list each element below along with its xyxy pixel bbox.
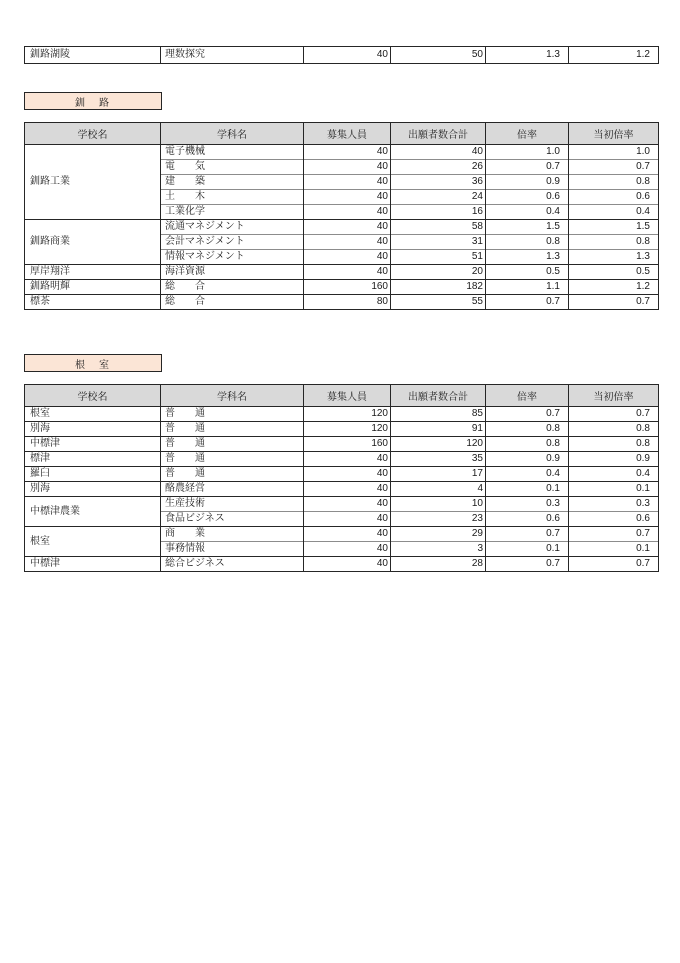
ratio-cell: 1.0: [486, 145, 569, 160]
initial-ratio-cell: 1.3: [569, 250, 659, 265]
column-header-ratio: 倍率: [486, 123, 569, 145]
admissions-table-nemuro: [24, 384, 659, 572]
ratio-cell: 1.3: [486, 47, 569, 64]
initial-ratio-cell: 0.1: [569, 482, 659, 497]
school-cell: 釧路工業: [25, 145, 161, 220]
table-row: [25, 422, 659, 437]
capacity-cell: 80: [304, 295, 391, 310]
admissions-table-kushiro: [24, 122, 659, 310]
department-cell: 食品ビジネス: [161, 512, 304, 527]
table-row: [25, 295, 659, 310]
applicants-cell: 36: [391, 175, 486, 190]
initial-ratio-cell: 0.8: [569, 235, 659, 250]
ratio-cell: 0.7: [486, 557, 569, 572]
capacity-cell: 40: [304, 467, 391, 482]
applicants-cell: 4: [391, 482, 486, 497]
ratio-cell: 0.1: [486, 542, 569, 557]
ratio-cell: 0.7: [486, 160, 569, 175]
initial-ratio-cell: 0.4: [569, 205, 659, 220]
initial-ratio-cell: 1.5: [569, 220, 659, 235]
table-row: [25, 557, 659, 572]
table-row: [25, 467, 659, 482]
table-row: [25, 47, 659, 64]
initial-ratio-cell: 0.5: [569, 265, 659, 280]
applicants-cell: 26: [391, 160, 486, 175]
applicants-cell: 35: [391, 452, 486, 467]
capacity-cell: 40: [304, 542, 391, 557]
table-header-row: [25, 123, 659, 145]
ratio-cell: 0.8: [486, 422, 569, 437]
column-header-school: 学校名: [25, 123, 161, 145]
department-cell: 普 通: [161, 437, 304, 452]
table-row: [25, 407, 659, 422]
capacity-cell: 40: [304, 47, 391, 64]
applicants-cell: 29: [391, 527, 486, 542]
table-row: [25, 145, 659, 160]
section-title: 釧 路: [75, 97, 111, 109]
school-cell: 標茶: [25, 295, 161, 310]
table-row: [25, 527, 659, 542]
school-cell: 根室: [25, 407, 161, 422]
ratio-cell: 0.8: [486, 437, 569, 452]
capacity-cell: 120: [304, 407, 391, 422]
table-row: [25, 452, 659, 467]
initial-ratio-cell: 0.7: [569, 557, 659, 572]
department-cell: 総 合: [161, 280, 304, 295]
department-cell: 酪農経営: [161, 482, 304, 497]
applicants-cell: 50: [391, 47, 486, 64]
initial-ratio-cell: 0.3: [569, 497, 659, 512]
capacity-cell: 40: [304, 527, 391, 542]
capacity-cell: 160: [304, 437, 391, 452]
department-cell: 総 合: [161, 295, 304, 310]
capacity-cell: 40: [304, 250, 391, 265]
applicants-cell: 91: [391, 422, 486, 437]
school-cell: 羅臼: [25, 467, 161, 482]
ratio-cell: 0.8: [486, 235, 569, 250]
applicants-cell: 23: [391, 512, 486, 527]
department-cell: 流通マネジメント: [161, 220, 304, 235]
initial-ratio-cell: 1.2: [569, 47, 659, 64]
table-row: [25, 220, 659, 235]
applicants-cell: 17: [391, 467, 486, 482]
school-cell: 中標津: [25, 557, 161, 572]
applicants-cell: 3: [391, 542, 486, 557]
column-header-capacity: 募集人員: [304, 385, 391, 407]
school-cell: 中標津: [25, 437, 161, 452]
department-cell: 理数探究: [161, 47, 304, 64]
department-cell: 電 気: [161, 160, 304, 175]
initial-ratio-cell: 1.2: [569, 280, 659, 295]
table-row: [25, 482, 659, 497]
capacity-cell: 40: [304, 235, 391, 250]
capacity-cell: 40: [304, 482, 391, 497]
applicants-cell: 55: [391, 295, 486, 310]
applicants-cell: 16: [391, 205, 486, 220]
department-cell: 事務情報: [161, 542, 304, 557]
initial-ratio-cell: 0.7: [569, 407, 659, 422]
ratio-cell: 0.4: [486, 205, 569, 220]
column-header-applicants: 出願者数合計: [391, 385, 486, 407]
department-cell: 工業化学: [161, 205, 304, 220]
column-header-school: 学校名: [25, 385, 161, 407]
ratio-cell: 1.5: [486, 220, 569, 235]
column-header-applicants: 出願者数合計: [391, 123, 486, 145]
initial-ratio-cell: 0.7: [569, 160, 659, 175]
section-title: 根 室: [75, 359, 111, 371]
initial-ratio-cell: 0.4: [569, 467, 659, 482]
ratio-cell: 0.5: [486, 265, 569, 280]
carryover-row-table: [24, 46, 659, 64]
department-cell: 会計マネジメント: [161, 235, 304, 250]
initial-ratio-cell: 1.0: [569, 145, 659, 160]
applicants-cell: 182: [391, 280, 486, 295]
school-cell: 別海: [25, 482, 161, 497]
applicants-cell: 51: [391, 250, 486, 265]
applicants-cell: 120: [391, 437, 486, 452]
column-header-initial-ratio: 当初倍率: [569, 123, 659, 145]
applicants-cell: 24: [391, 190, 486, 205]
capacity-cell: 40: [304, 265, 391, 280]
department-cell: 建 築: [161, 175, 304, 190]
ratio-cell: 0.4: [486, 467, 569, 482]
capacity-cell: 40: [304, 557, 391, 572]
ratio-cell: 1.1: [486, 280, 569, 295]
applicants-cell: 31: [391, 235, 486, 250]
capacity-cell: 40: [304, 452, 391, 467]
initial-ratio-cell: 0.1: [569, 542, 659, 557]
ratio-cell: 1.3: [486, 250, 569, 265]
admissions-table-kushiro-container: [24, 122, 659, 310]
department-cell: 総合ビジネス: [161, 557, 304, 572]
column-header-initial-ratio: 当初倍率: [569, 385, 659, 407]
capacity-cell: 40: [304, 497, 391, 512]
initial-ratio-cell: 0.9: [569, 452, 659, 467]
ratio-cell: 0.7: [486, 527, 569, 542]
department-cell: 普 通: [161, 422, 304, 437]
ratio-cell: 0.1: [486, 482, 569, 497]
ratio-cell: 0.6: [486, 512, 569, 527]
school-cell: 中標津農業: [25, 497, 161, 527]
ratio-cell: 0.3: [486, 497, 569, 512]
ratio-cell: 0.7: [486, 407, 569, 422]
school-cell: 標津: [25, 452, 161, 467]
ratio-cell: 0.9: [486, 452, 569, 467]
initial-ratio-cell: 0.8: [569, 175, 659, 190]
table-row: [25, 265, 659, 280]
initial-ratio-cell: 0.7: [569, 295, 659, 310]
initial-ratio-cell: 0.7: [569, 527, 659, 542]
department-cell: 普 通: [161, 407, 304, 422]
school-cell: 根室: [25, 527, 161, 557]
applicants-cell: 85: [391, 407, 486, 422]
department-cell: 商 業: [161, 527, 304, 542]
ratio-cell: 0.7: [486, 295, 569, 310]
school-cell: 釧路商業: [25, 220, 161, 265]
department-cell: 生産技術: [161, 497, 304, 512]
column-header-department: 学科名: [161, 123, 304, 145]
capacity-cell: 40: [304, 190, 391, 205]
applicants-cell: 20: [391, 265, 486, 280]
carryover-row-table-container: [24, 46, 659, 64]
table-row: [25, 497, 659, 512]
capacity-cell: 40: [304, 160, 391, 175]
column-header-capacity: 募集人員: [304, 123, 391, 145]
capacity-cell: 40: [304, 512, 391, 527]
department-cell: 普 通: [161, 467, 304, 482]
column-header-ratio: 倍率: [486, 385, 569, 407]
table-header-row: [25, 385, 659, 407]
school-cell: 厚岸翔洋: [25, 265, 161, 280]
capacity-cell: 40: [304, 145, 391, 160]
initial-ratio-cell: 0.6: [569, 512, 659, 527]
school-cell: 釧路湖陵: [25, 47, 161, 64]
capacity-cell: 40: [304, 205, 391, 220]
capacity-cell: 40: [304, 175, 391, 190]
department-cell: 土 木: [161, 190, 304, 205]
capacity-cell: 160: [304, 280, 391, 295]
department-cell: 電子機械: [161, 145, 304, 160]
school-cell: 釧路明輝: [25, 280, 161, 295]
ratio-cell: 0.6: [486, 190, 569, 205]
department-cell: 普 通: [161, 452, 304, 467]
table-row: [25, 437, 659, 452]
section-header-nemuro: [24, 354, 162, 372]
initial-ratio-cell: 0.8: [569, 422, 659, 437]
department-cell: 情報マネジメント: [161, 250, 304, 265]
applicants-cell: 28: [391, 557, 486, 572]
applicants-cell: 10: [391, 497, 486, 512]
school-cell: 別海: [25, 422, 161, 437]
initial-ratio-cell: 0.6: [569, 190, 659, 205]
capacity-cell: 40: [304, 220, 391, 235]
applicants-cell: 58: [391, 220, 486, 235]
ratio-cell: 0.9: [486, 175, 569, 190]
capacity-cell: 120: [304, 422, 391, 437]
admissions-table-nemuro-container: [24, 384, 659, 572]
table-row: [25, 280, 659, 295]
initial-ratio-cell: 0.8: [569, 437, 659, 452]
section-header-kushiro: [24, 92, 162, 110]
applicants-cell: 40: [391, 145, 486, 160]
column-header-department: 学科名: [161, 385, 304, 407]
department-cell: 海洋資源: [161, 265, 304, 280]
